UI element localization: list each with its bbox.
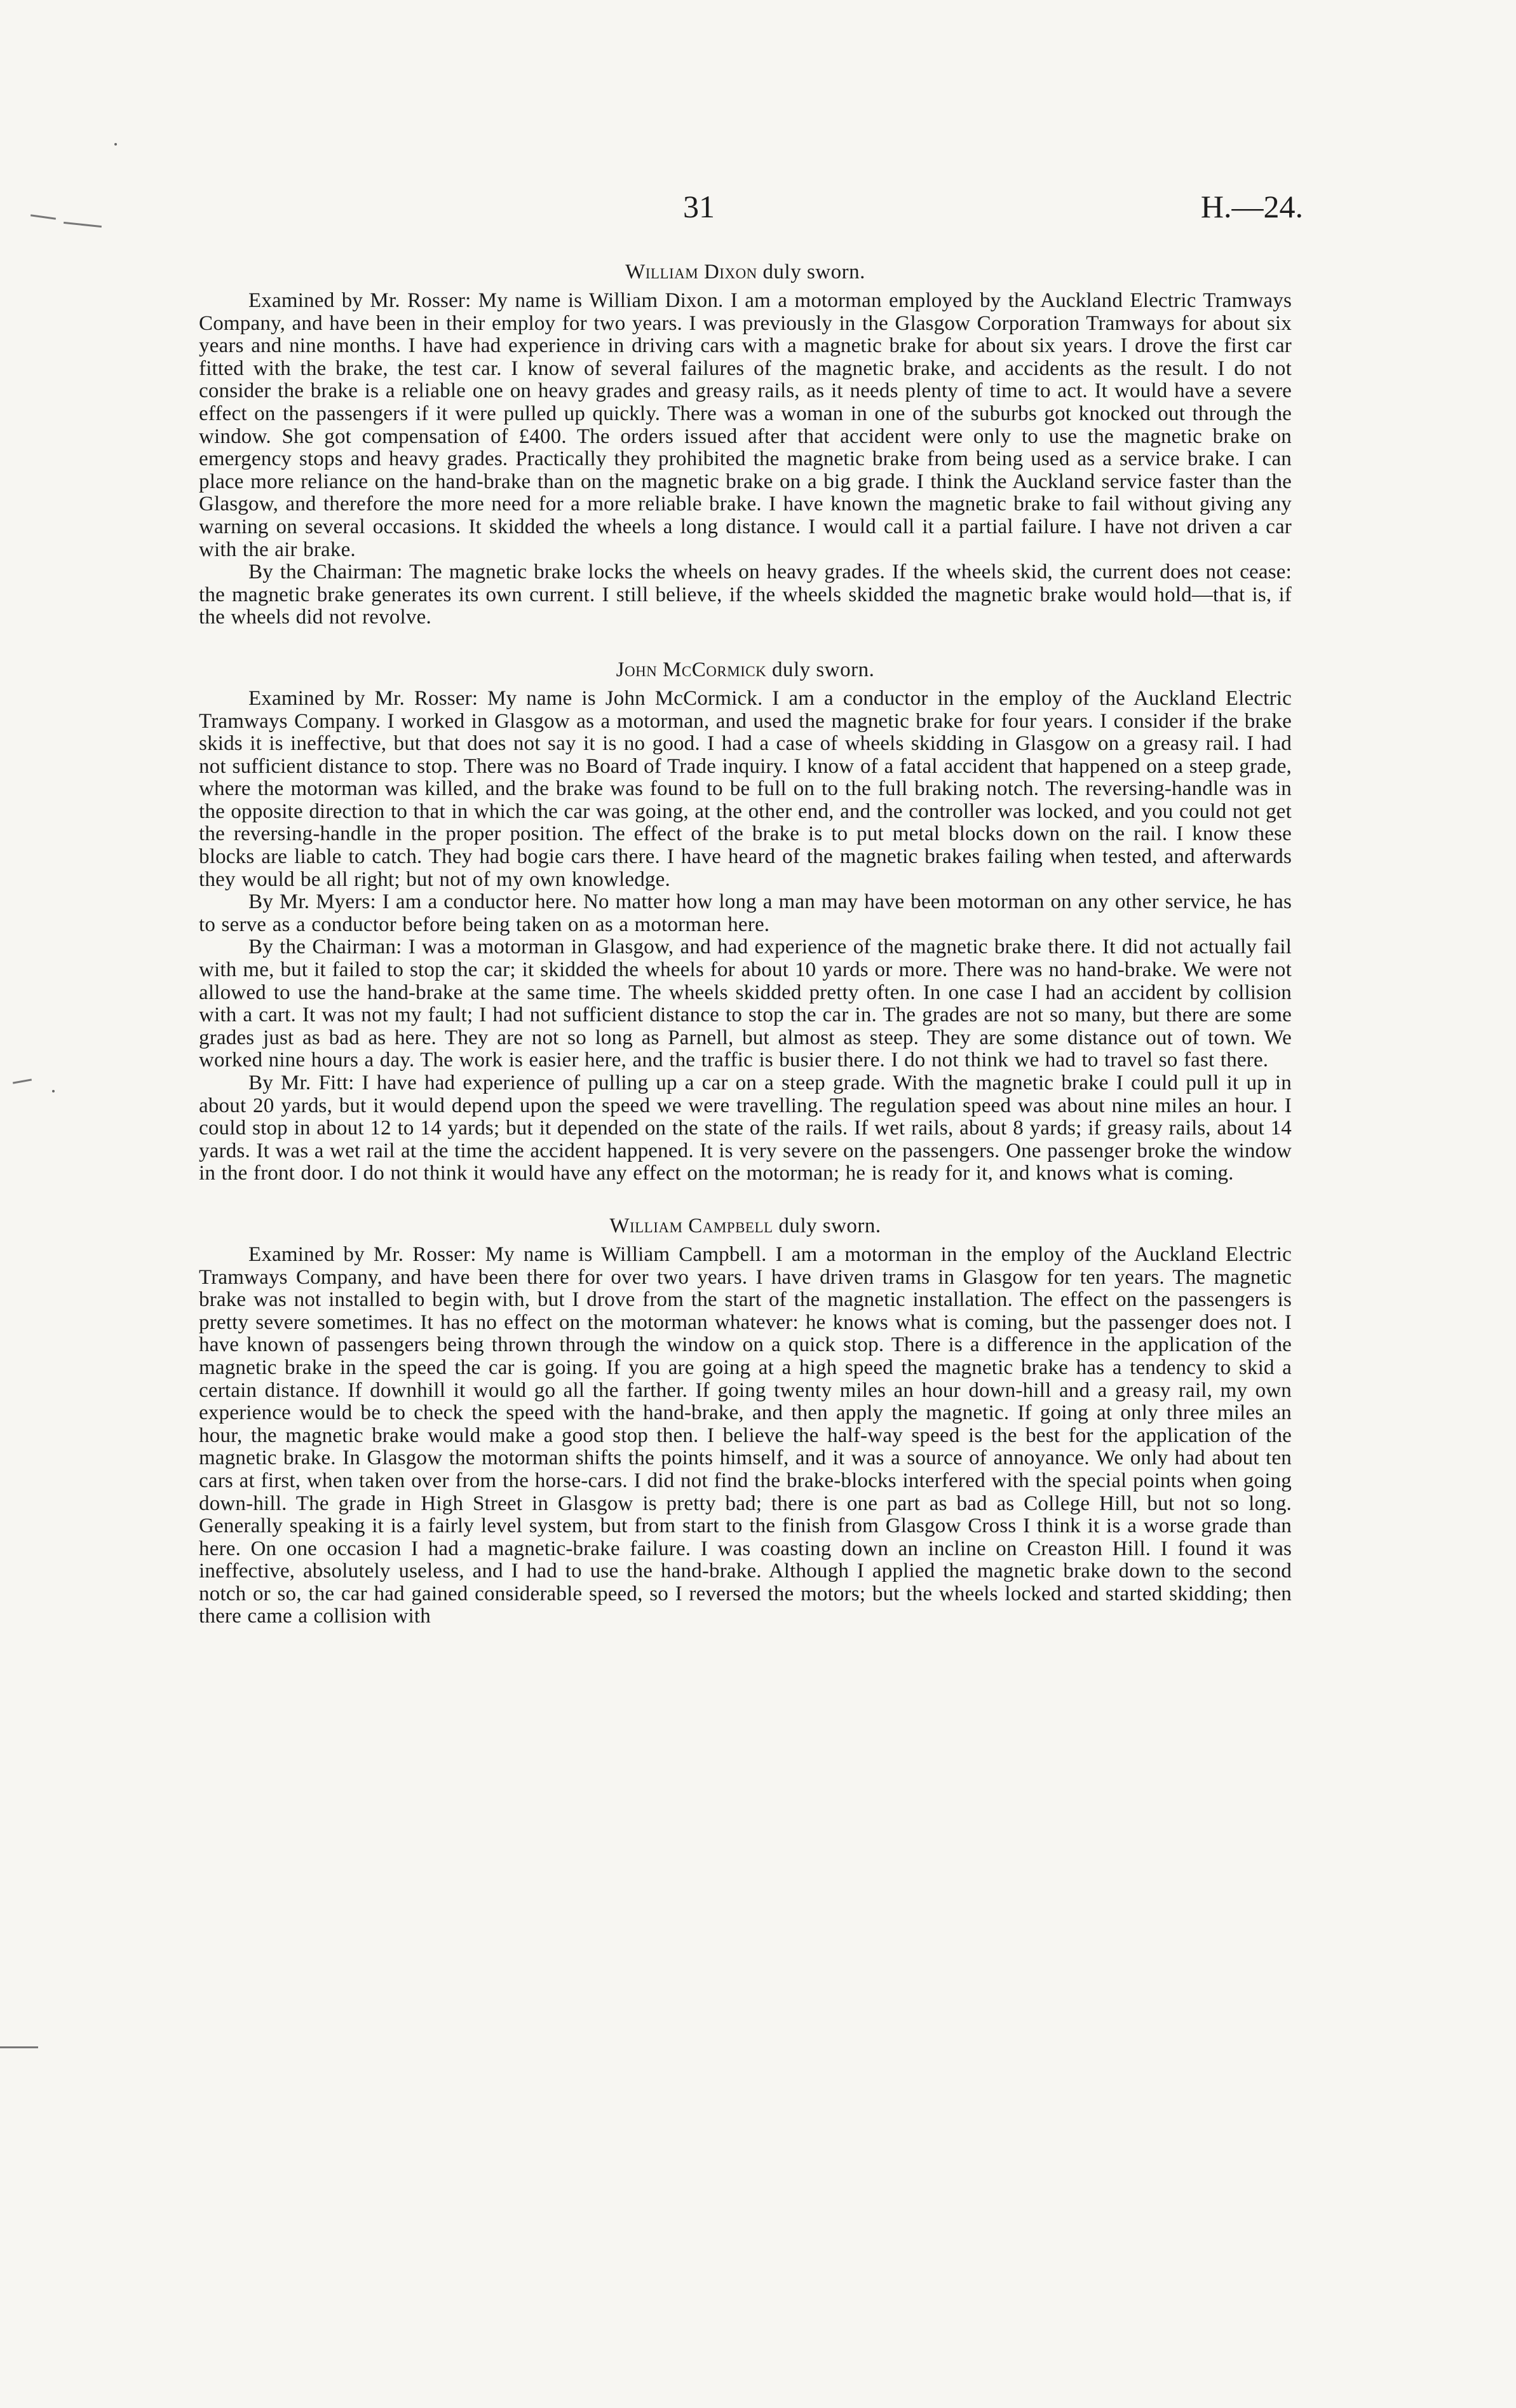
margin-mark: [64, 222, 102, 228]
testimony-paragraph: By Mr. Myers: I am a conductor here. No matter how long a man may have been motorman on any other service, he has to serve as a conductor before being taken on as a motorman here.: [199, 890, 1292, 936]
margin-dot: [114, 143, 117, 146]
testimony-paragraph: By the Chairman: The magnetic brake locks the wheels on heavy grades. If the wheels skid, the current does not cease: the magnetic brake generates its own current. I still believe, if the wheels skidded the magnetic brake would hold—that is, if the wheels did not revolve.: [199, 561, 1292, 629]
witness-name: John McCormick: [616, 658, 767, 681]
page-reference: H.—24.: [1200, 189, 1303, 224]
witness-name: William Campbell: [609, 1214, 773, 1237]
witness-heading: [199, 1208, 1292, 1244]
witness-heading: [199, 652, 1292, 688]
margin-mark: [30, 214, 56, 220]
testimony-paragraph: By Mr. Fitt: I have had experience of pulling up a car on a steep grade. With the magnetic brake I could pull it up in about 20 yards, but it would depend upon the speed we were travelling. The regulation speed was about nine miles an hour. I could stop in about 12 to 14 yards; but it depended on the state of the rails. If wet rails, about 8 yards; if greasy rails, about 14 yards. It was a wet rail at the time the accident happened. It is very severe on the passengers. One passenger broke the window in the front door. I do not think it would have any effect on the motorman; he is ready for it, and knows what is coming.: [199, 1071, 1292, 1185]
testimony-paragraph: Examined by Mr. Rosser: My name is William Campbell. I am a motorman in the employ of the Auckland Electric Tramways Company, and have been there for over two years. I have driven trams in Glasgow for ten years. The magnetic brake was not installed to begin with, but I drove from the start of the magnetic installation. The effect on the passengers is pretty severe sometimes. It has no effect on the motorman whatever: he knows what is coming, but the passenger does not. I have known of passengers being thrown through the window on a quick stop. There is a difference in the application of the magnetic brake in the speed the car is going. If you are going at a high speed the magnetic brake has a tendency to skid a certain distance. If downhill it would go all the farther. If going twenty miles an hour down-hill and a greasy rail, my own experience would be to check the speed with the hand-brake, and then apply the magnetic. If going at only three miles an hour, the magnetic brake would make a good stop then. I believe the half-way speed is the best for the application of the magnetic brake. In Glasgow the motorman shifts the points himself, and it was a source of annoyance. We only had about ten cars at first, when taken over from the horse-cars. I did not find the brake-blocks interfered with the special points when going down-hill. The grade in High Street in Glasgow is pretty bad; there is one part as bad as College Hill, but not so long. Generally speaking it is a fairly level system, but from start to the finish from Glasgow Cross I think it is a worse grade than here. On one occasion I had a magnetic-brake failure. I was coasting down an incline on Creaston Hill. I found it was ineffective, absolutely useless, and I had to use the hand-brake. Although I applied the magnetic brake down to the second notch or so, the car had gained considerable speed, so I reversed the motors; but the wheels locked and started skidding; then there came a collision with: [199, 1242, 1292, 1628]
document-body: [199, 254, 1292, 1628]
sworn-label: duly sworn.: [778, 1214, 881, 1237]
sworn-label: duly sworn.: [772, 658, 875, 681]
sworn-label: duly sworn.: [762, 261, 865, 283]
page-number: 31: [683, 189, 715, 224]
testimony-paragraph: By the Chairman: I was a motorman in Glasgow, and had experience of the magnetic brake there. It did not actually fail with me, but it failed to stop the car; it skidded the wheels for about 10 yards or more. There was no hand-brake. We were not allowed to use the hand-brake at the same time. The wheels skidded pretty often. In one case I had an accident by collision with a cart. It was not my fault; I had not sufficient distance to stop the car in. The grades are not so many, but there are some grades just as bad as here. They are not so long as Parnell, but almost as steep. They are some distance out of town. We worked nine hours a day. The work is easier here, and the traffic is busier there. I do not think we had to travel so fast there.: [199, 935, 1292, 1072]
witness-name: William Dixon: [625, 261, 757, 283]
witness-heading: [199, 254, 1292, 290]
margin-mark: [0, 2046, 38, 2048]
testimony-paragraph: Examined by Mr. Rosser: My name is William Dixon. I am a motorman employed by the Auckland Electric Tramways Company, and have been in their employ for two years. I was previously in the Glasgow Corporation Tramways for about six years and nine months. I have had experience in driving cars with a magnetic brake for about six years. I drove the first car fitted with the brake, the test car. I know of several failures of the magnetic brake, and accidents as the result. I do not consider the brake is a reliable one on heavy grades and greasy rails, as it needs plenty of time to act. It would have a severe effect on the passengers if it were pulled up quickly. There was a woman in one of the suburbs got knocked out through the window. She got compensation of £400. The orders issued after that accident were only to use the magnetic brake on emergency stops and heavy grades. Practically they prohibited the magnetic brake from being used as a service brake. I can place more reliance on the hand-brake than on the magnetic brake on a big grade. I think the Auckland service faster than the Glasgow, and therefore the more need for a more reliable brake. I have known the magnetic brake to fail without giving any warning on several occasions. It skidded the wheels a long distance. I would call it a partial failure. I have not driven a car with the air brake.: [199, 289, 1292, 561]
margin-mark: [13, 1078, 32, 1084]
testimony-paragraph: Examined by Mr. Rosser: My name is John McCormick. I am a conductor in the employ of the Auckland Electric Tramways Company. I worked in Glasgow as a motorman, and used the magnetic brake for four years. I consider if the brake skids it is ineffective, but that does not say it is no good. I had a case of wheels skidding in Glasgow on a greasy rail. I had not sufficient distance to stop. There was no Board of Trade inquiry. I know of a fatal accident that happened on a steep grade, where the motorman was killed, and the brake was found to be full on to the full braking notch. The reversing-handle was in the opposite direction to that in which the car was going, at the other end, and the controller was locked, and you could not get the reversing-handle in the proper position. The effect of the brake is to put metal blocks down on the rail. I know these blocks are liable to catch. They had bogie cars there. I have heard of the magnetic brakes failing when tested, and afterwards they would be all right; but not of my own knowledge.: [199, 686, 1292, 891]
margin-dot: [52, 1090, 55, 1092]
